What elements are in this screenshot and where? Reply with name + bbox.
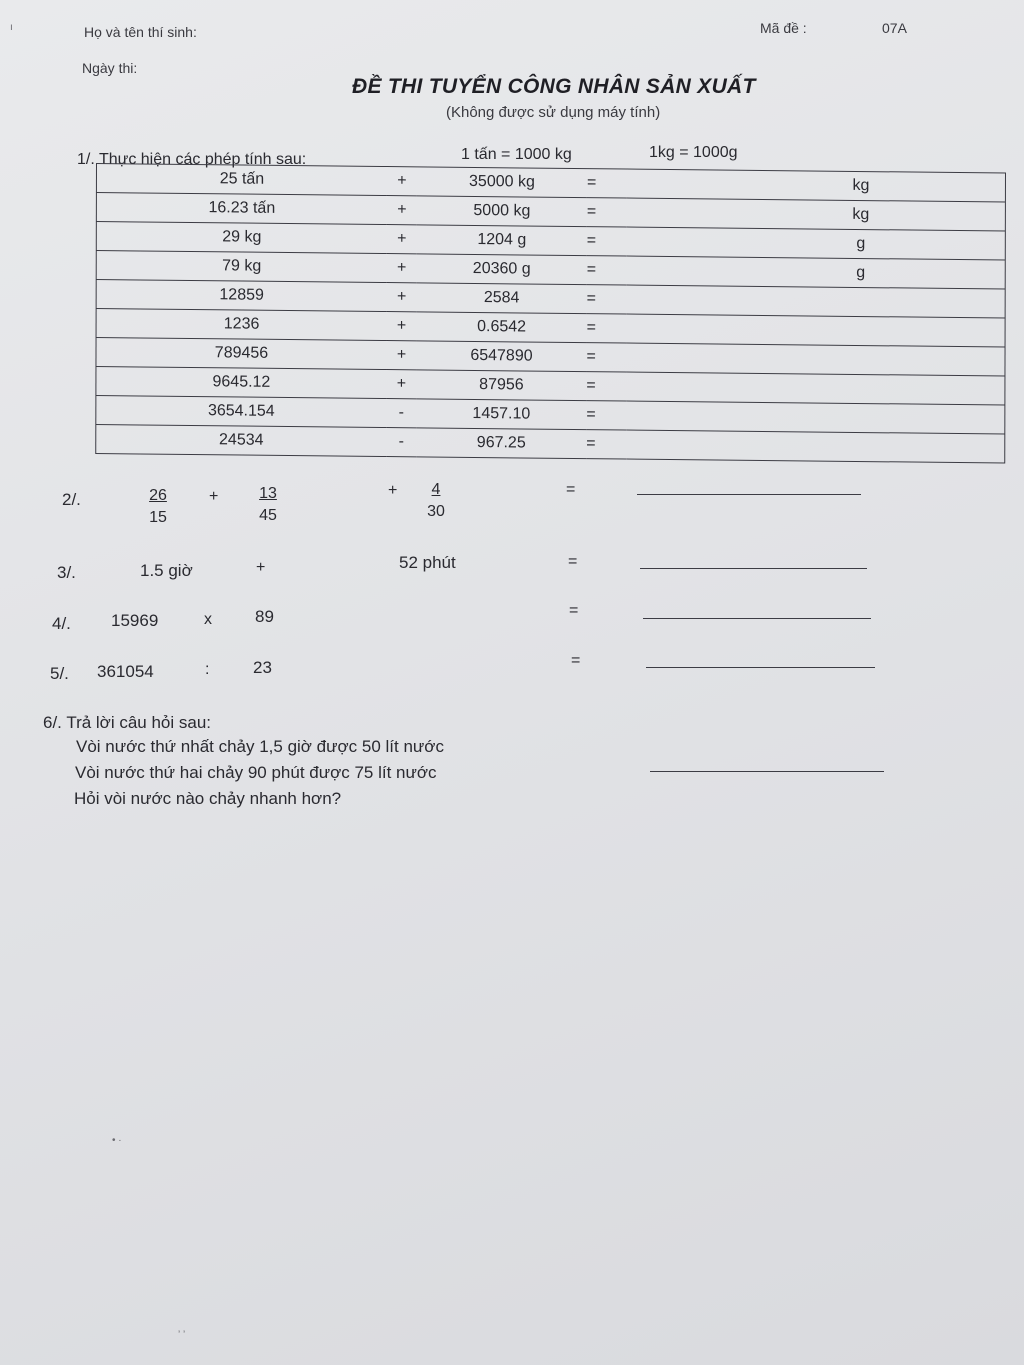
q2-fraction-1-denominator: 15 [149,509,167,526]
q6-label: 6/. Trả lời câu hỏi sau: [43,713,212,732]
calc-operand-b: 1204 g [417,225,587,256]
q2-equals: = [566,481,576,498]
q2-fraction-1 [145,487,171,527]
q5-answer-line[interactable] [646,667,875,668]
calc-operator: + [386,370,416,399]
calc-operator: + [387,283,417,312]
calc-operand-a: 9645.12 [96,367,387,399]
q2-fraction-2 [255,485,281,525]
calc-equals: = [587,198,627,227]
q4-operand-a: 15969 [111,611,159,630]
q2-answer-line[interactable] [637,494,861,495]
calc-operand-b: 0.6542 [417,312,587,343]
calc-operand-a: 24534 [96,424,387,456]
calc-operator: - [386,428,416,457]
calc-result-cell[interactable] [627,285,1006,318]
calc-result-cell[interactable] [626,430,1005,463]
q6-line-1: Vòi nước thứ nhất chảy 1,5 giờ được 50 lít nước [76,737,444,756]
calc-operand-a: 12859 [96,280,387,312]
calc-result-cell[interactable]: g [627,256,1006,289]
calc-result-cell[interactable] [626,343,1005,376]
q6-answer-line[interactable] [650,771,884,772]
q2-fraction-3-numerator: 4 [431,481,441,498]
q3-operand-b: 52 phút [399,553,456,572]
q2-fraction-2-numerator: 13 [259,485,277,502]
q5-operand-b: 23 [253,658,272,677]
q3-answer-line[interactable] [640,568,867,569]
calc-equals: = [587,227,627,256]
q3-operator: + [256,559,266,576]
calc-operator: + [386,341,416,370]
q2-operator-1: + [209,488,219,505]
exam-code-label: Mã đề : [760,20,807,36]
calc-operand-a: 29 kg [96,222,387,254]
q2-label: 2/. [62,490,81,509]
paper-speck: • · [112,1135,122,1146]
calc-equals: = [587,256,627,285]
calc-result-cell[interactable] [627,314,1006,347]
q3-operand-a: 1.5 giờ [140,561,193,580]
q5-equals: = [571,652,581,669]
calc-operand-a: 3654.154 [96,395,387,427]
calc-operand-a: 79 kg [96,251,387,283]
calc-operator: + [387,167,417,196]
calc-equals: = [587,314,627,343]
calc-operand-b: 6547890 [416,341,586,372]
calc-operator: + [387,196,417,225]
calc-operand-b: 35000 kg [417,167,587,198]
calc-operand-b: 967.25 [416,428,586,459]
q4-equals: = [569,602,579,619]
calc-equals: = [586,372,626,401]
q6-line-3: Hỏi vòi nước nào chảy nhanh hơn? [74,789,342,808]
calc-operand-a: 1236 [96,309,387,341]
calc-operand-b: 2584 [417,283,587,314]
q2-fraction-3 [424,481,448,521]
q2-fraction-2-denominator: 45 [259,507,277,524]
calc-result-cell[interactable]: g [627,227,1006,260]
calc-operator: + [387,312,417,341]
calc-result-cell[interactable] [626,401,1005,434]
calc-operand-b: 20360 g [417,254,587,285]
q1-conversion-ton: 1 tấn = 1000 kg [461,146,572,163]
calc-equals: = [587,285,627,314]
calc-operator: + [387,225,417,254]
calc-operator: - [386,399,416,428]
calc-result-cell[interactable] [626,372,1005,405]
page-subtitle: (Không được sử dụng máy tính) [446,104,661,121]
calc-operator: + [387,254,417,283]
q1-calculation-table [95,163,1006,464]
q4-operand-b: 89 [255,607,274,626]
calc-operand-a: 16.23 tấn [96,193,387,225]
q3-label: 3/. [57,563,76,582]
calc-equals: = [586,343,626,372]
q5-label: 5/. [50,664,69,683]
q1-label: 1/. Thực hiện các phép tính sau: [77,151,307,168]
exam-date-label: Ngày thi: [82,60,138,76]
q2-fraction-3-denominator: 30 [427,503,445,520]
calc-operand-b: 87956 [416,370,586,401]
calc-equals: = [586,430,626,459]
q5-operator: : [205,661,210,678]
q4-label: 4/. [52,614,71,633]
exam-code-value: 07A [882,20,907,36]
paper-speck: ı [10,22,13,33]
q5-operand-a: 361054 [97,662,154,681]
calc-result-cell[interactable]: kg [627,169,1006,202]
q1-conversion-kg: 1kg = 1000g [649,144,738,161]
calc-equals: = [587,169,627,198]
candidate-name-label: Họ và tên thí sinh: [84,24,197,40]
page-title: ĐỀ THI TUYỂN CÔNG NHÂN SẢN XUẤT [352,75,756,98]
q2-fraction-1-numerator: 26 [149,487,167,504]
calc-operand-b: 5000 kg [417,196,587,227]
calc-operand-a: 25 tấn [96,164,387,196]
calc-operand-b: 1457.10 [416,399,586,430]
q6-line-2: Vòi nước thứ hai chảy 90 phút được 75 lít nước [75,763,437,782]
q4-operator: x [204,611,212,628]
q4-answer-line[interactable] [643,618,871,619]
q3-equals: = [568,553,578,570]
calc-operand-a: 789456 [96,338,387,370]
calc-result-cell[interactable]: kg [627,198,1006,231]
q2-operator-2: + [388,482,398,499]
calc-equals: = [586,401,626,430]
paper-speck: ʼ ʼ [178,1330,186,1341]
